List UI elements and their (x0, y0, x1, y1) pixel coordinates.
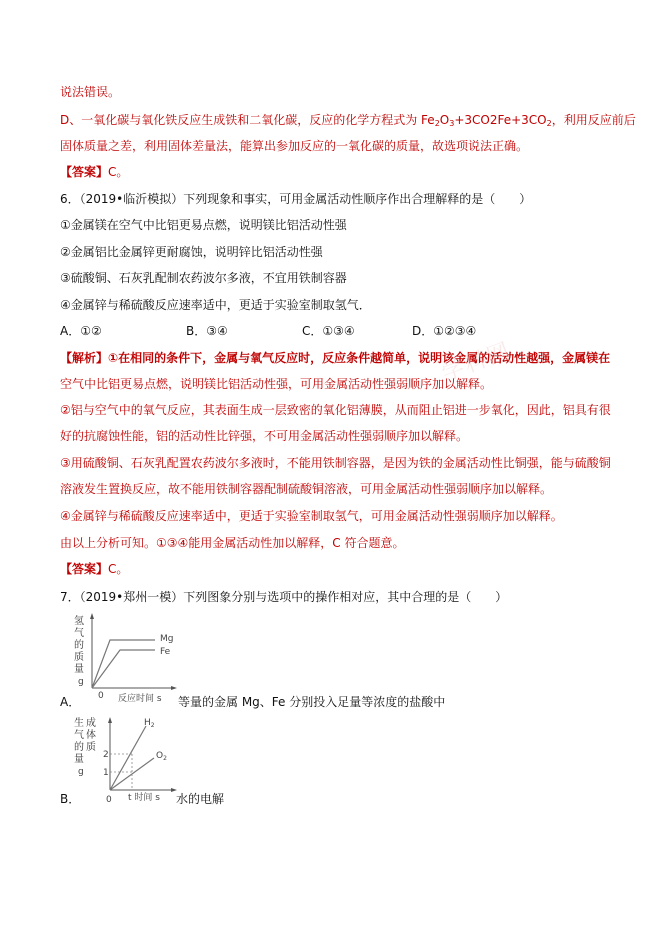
graph-b-xlabel-text: t 时间 (128, 793, 153, 803)
graph-b-xunit: s (155, 793, 160, 803)
graph-a-line-fe (92, 650, 155, 688)
graph-a-origin: 0 (98, 691, 104, 700)
graph-a-xunit: s (156, 694, 162, 704)
q6-stem: 6．（2019•临沂模拟）下列现象和事实，可用金属活动性顺序作出合理解释的是（ ） (60, 192, 532, 206)
graph-a-x-arrow (171, 686, 177, 690)
q6-item-4: ④金属锌与稀硫酸反应速率适中，更适于实验室制取氢气． (60, 298, 371, 312)
graph-b-ylabel-5: 的 (74, 742, 84, 753)
graph-a-line-mg (92, 640, 155, 688)
q6-answer (60, 561, 128, 577)
graph-b-label-h2 (144, 718, 155, 729)
q6-option-a: A．①② (60, 324, 102, 338)
graph-a-xlabel-text: 反应时间 (118, 694, 155, 704)
graph-a-ylabel-unit: g (78, 677, 84, 687)
q7-option-b-label: B． (60, 792, 81, 806)
prev-option-d-line-1 (60, 112, 636, 132)
graph-b-label-o2-base: O (156, 751, 164, 761)
q6-analysis-line-4: 好的抗腐蚀性能，铝的活动性比锌强，不可用金属活动性强弱顺序加以解释。 (60, 429, 469, 443)
graph-b-xlabel (128, 790, 160, 806)
graph-b-label-h2-sub: 2 (150, 722, 155, 729)
prev-answer-value: C。 (108, 165, 129, 179)
prev-d-text-2: ，利用反应前后 (551, 113, 636, 127)
prev-option-d-line-2: 固体质量之差，利用固体差量法，能算出参加反应的一氧化碳的质量，故选项说法正确。 (60, 139, 529, 153)
graph-b-y-arrow (108, 717, 112, 723)
q6-item-2: ②金属铝比金属锌更耐腐蚀，说明锌比铝活动性强 (60, 245, 323, 259)
graph-b-ylabel-7: 量 (74, 754, 84, 765)
prev-d-mid-1: O (439, 113, 450, 127)
q6-option-b: B．③④ (186, 324, 228, 338)
q6-analysis-line-6: 溶液发生置换反应，故不能用铁制容器配制硫酸铜溶液，可用金属活动性强弱顺序加以解释。 (60, 482, 553, 496)
graph-b-tick-2: 2 (103, 750, 109, 760)
graph-b (70, 714, 180, 804)
graph-a-label-mg: Mg (160, 634, 174, 644)
graph-b-line-h2 (110, 726, 146, 790)
graph-b-ylabel-6: 质 (86, 742, 96, 753)
prev-answer-tag: 【答案】 (60, 165, 109, 179)
q6-analysis-line-5: ③用硫酸铜、石灰乳配置农药波尔多液时，不能用铁制容器，是因为铁的金属活动性比铜强，能与硫酸铜 (60, 456, 611, 470)
q6-item-1: ①金属镁在空气中比铝更易点燃，说明镁比铝活动性强 (60, 218, 347, 232)
q6-analysis-line-3: ②铝与空气中的氧气反应，其表面生成一层致密的氧化铝薄膜，从而阻止铝进一步氧化，因此，铝具有很 (60, 403, 611, 417)
graph-a-ylabel-3: 的 (74, 640, 84, 651)
prev-d-sub-2: 3 (449, 119, 455, 128)
q6-option-c: C．①③④ (302, 324, 355, 338)
graph-b-ylabel-unit: g (78, 767, 84, 777)
graph-a-ylabel-1: 氢 (74, 616, 84, 627)
graph-b-origin: 0 (106, 795, 112, 804)
watermark: 学科网 (438, 338, 515, 387)
graph-a-label-fe: Fe (160, 647, 171, 657)
graph-a-xlabel (118, 691, 162, 707)
q6-option-d: D．①②③④ (412, 324, 477, 338)
graph-a (70, 610, 180, 700)
graph-b-ylabel-4: 体 (86, 730, 96, 741)
q7-stem: 7．（2019•郑州一模）下列图象分别与选项中的操作相对应，其中合理的是（ ） (60, 590, 508, 604)
prev-line-1: 说法错误。 (60, 85, 121, 99)
graph-a-ylabel (74, 614, 84, 687)
graph-b-ylabel-2: 成 (86, 718, 96, 729)
q7-option-b-text: 水的电解 (176, 792, 225, 806)
graph-b-label-o2-sub: 2 (163, 755, 167, 762)
graph-a-ylabel-5: 量 (74, 664, 84, 675)
graph-b-label-o2 (156, 751, 167, 762)
q6-answer-tag: 【答案】 (60, 562, 109, 576)
prev-d-mid-2: +3CO2Fe+3CO (454, 113, 547, 127)
graph-b-ylabel-1: 生 (74, 718, 84, 729)
q7-option-a-label: A． (60, 695, 81, 709)
q6-analysis-line-7: ④金属锌与稀硫酸反应速率适中，更适于实验室制取氢气，可用金属活动性强弱顺序加以解释。 (60, 509, 563, 523)
q6-answer-value: C。 (108, 562, 129, 576)
graph-b-ylabel (74, 716, 96, 777)
graph-b-label-h2-base: H (144, 718, 151, 728)
graph-b-ylabel-3: 气 (74, 730, 84, 741)
graph-a-ylabel-2: 气 (74, 628, 84, 639)
prev-d-text-1: D、一氧化碳与氧化铁反应生成铁和二氧化碳，反应的化学方程式为 Fe (60, 113, 435, 127)
q6-item-3: ③硫酸铜、石灰乳配制农药波尔多液，不宜用铁制容器 (60, 271, 347, 285)
q6-analysis-line-2: 空气中比铝更易点燃，说明镁比铝活动性强，可用金属活动性强弱顺序加以解释。 (60, 377, 493, 391)
q6-analysis-line-1: 【解析】①在相同的条件下，金属与氧气反应时，反应条件越简单，说明该金属的活动性越强，金属镁在 (60, 351, 611, 365)
graph-a-y-arrow (90, 613, 94, 619)
q6-conclusion: 由以上分析可知。①③④能用金属活动性加以解释，C 符合题意。 (60, 536, 405, 550)
prev-answer (60, 164, 128, 180)
graph-a-ylabel-4: 质 (74, 652, 84, 663)
prev-d-sub-3: 2 (546, 119, 552, 128)
q7-option-a-text: 等量的金属 Mg、Fe 分别投入足量等浓度的盐酸中 (178, 695, 446, 709)
graph-b-tick-1: 1 (103, 768, 109, 778)
prev-d-sub-1: 2 (434, 119, 440, 128)
